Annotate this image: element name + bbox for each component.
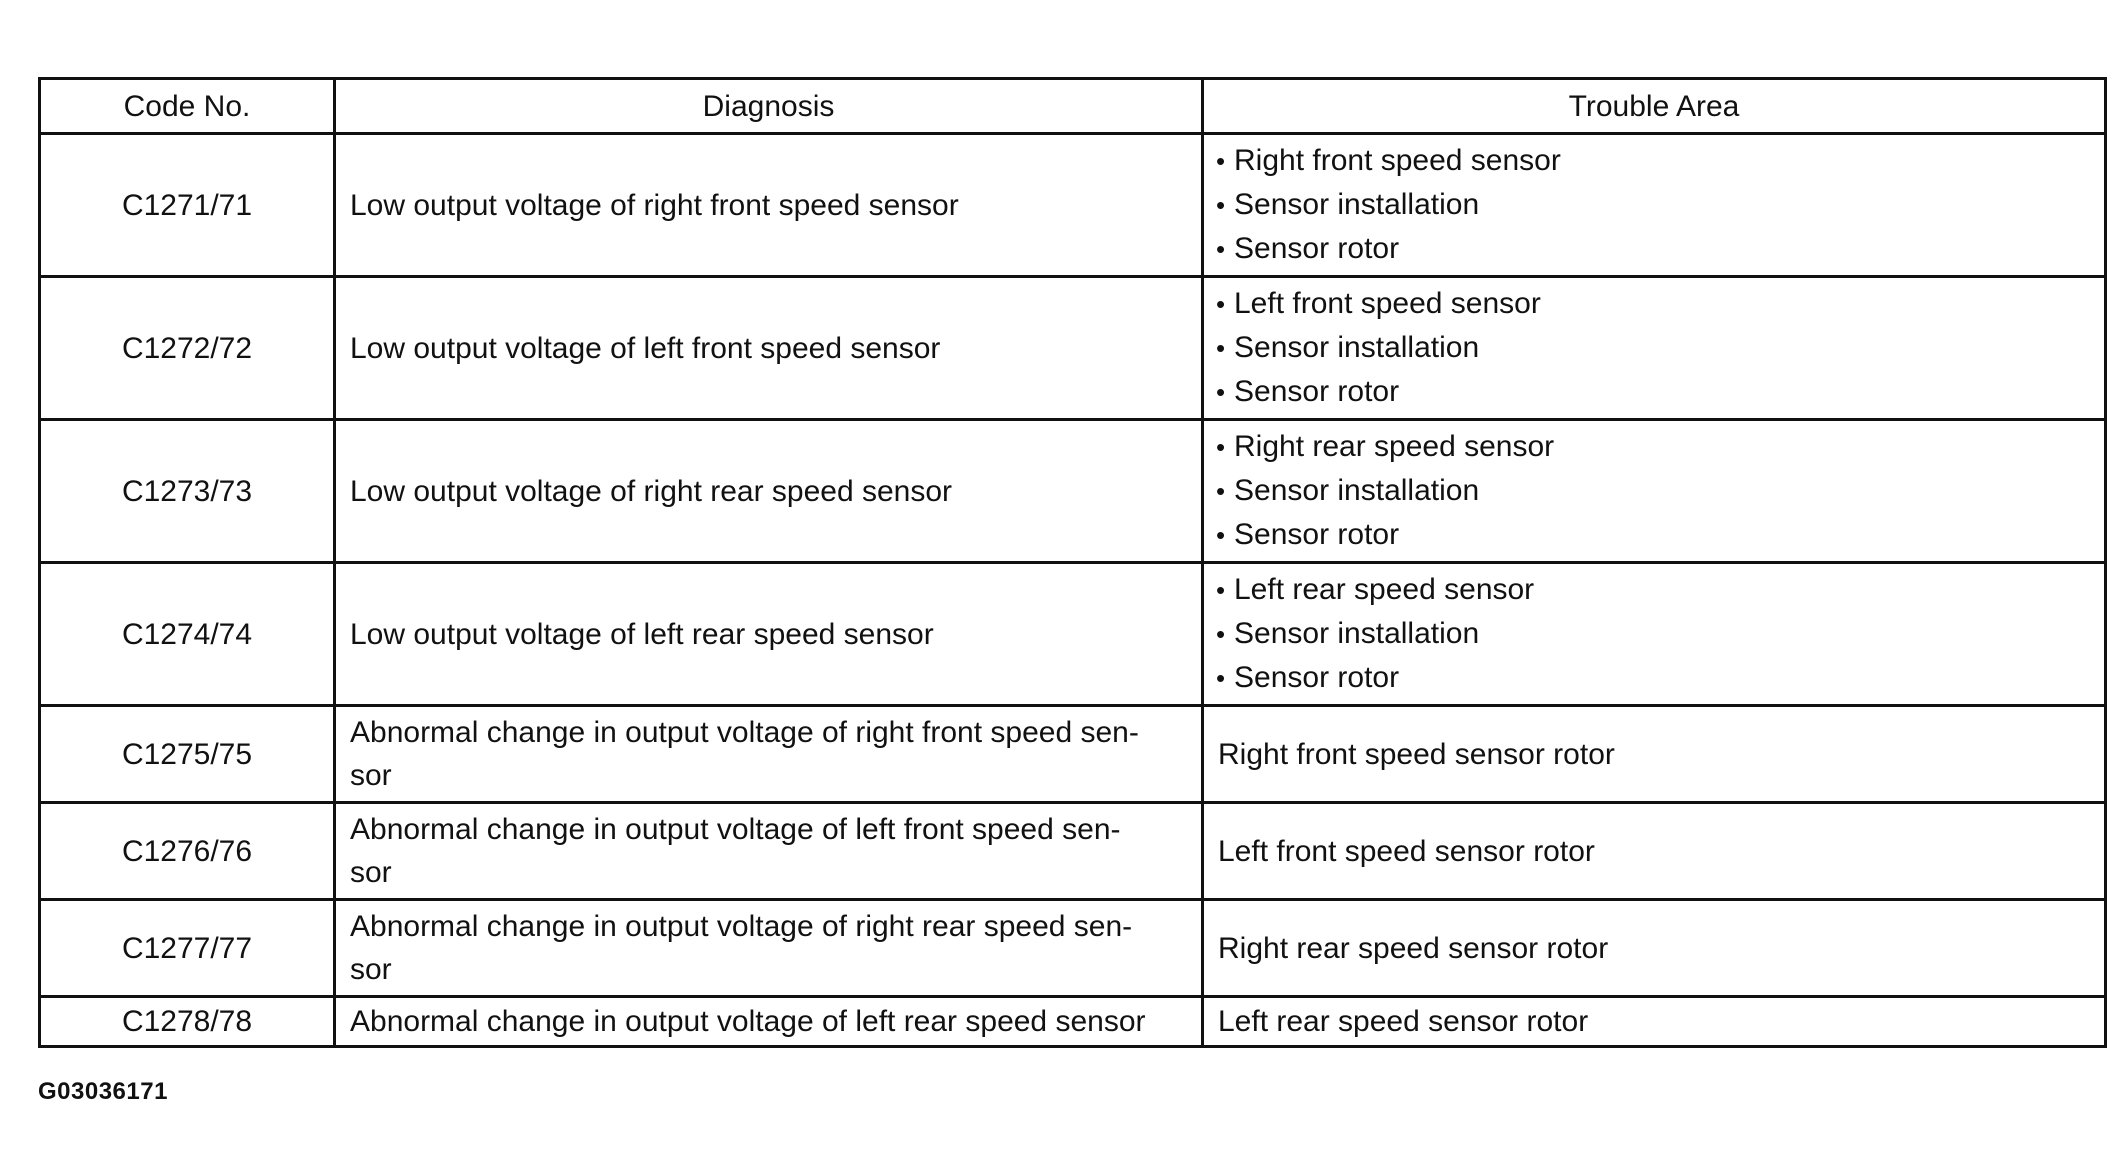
diagnosis-cell [335, 900, 1203, 997]
trouble-area-item: • Sensor installation [1218, 612, 2090, 656]
trouble-area-item: • Sensor installation [1218, 326, 2090, 370]
trouble-area-list [1218, 139, 2090, 271]
diagnosis-line: Abnormal change in output voltage of right rear speed sen- [350, 910, 1133, 943]
table-row [40, 803, 2106, 900]
diagnosis-line: Abnormal change in output voltage of left front speed sen- [350, 813, 1121, 846]
diagnosis-line: Abnormal change in output voltage of right front speed sen- [350, 716, 1139, 749]
trouble-area-item: • Sensor rotor [1218, 656, 2090, 700]
trouble-area-item: • Sensor installation [1218, 469, 2090, 513]
table-row [40, 563, 2106, 706]
header-row [40, 79, 2106, 134]
diagnosis-cell: Low output voltage of right rear speed sensor [335, 420, 1203, 563]
table-row [40, 420, 2106, 563]
code-cell: C1275/75 [40, 706, 335, 803]
trouble-area-item: • Right front speed sensor [1218, 139, 2090, 183]
table-row [40, 997, 2106, 1047]
trouble-area-list [1218, 425, 2090, 557]
trouble-area-cell: Left front speed sensor rotor [1203, 803, 2106, 900]
code-cell: C1274/74 [40, 563, 335, 706]
trouble-area-item: • Sensor rotor [1218, 370, 2090, 414]
diagnosis-line: sor [350, 856, 392, 889]
diagnosis-cell [335, 706, 1203, 803]
trouble-area-list [1218, 568, 2090, 700]
header-diagnosis: Diagnosis [335, 79, 1203, 134]
diagnosis-cell: Low output voltage of left rear speed sensor [335, 563, 1203, 706]
trouble-area-cell [1203, 134, 2106, 277]
diagnosis-line: sor [350, 953, 392, 986]
trouble-area-cell [1203, 563, 2106, 706]
trouble-area-item: • Left front speed sensor [1218, 282, 2090, 326]
trouble-area-item: • Right rear speed sensor [1218, 425, 2090, 469]
diagnosis-cell: Low output voltage of right front speed sensor [335, 134, 1203, 277]
table-row [40, 134, 2106, 277]
trouble-area-list [1218, 282, 2090, 414]
diagnosis-line: sor [350, 759, 392, 792]
code-cell: C1273/73 [40, 420, 335, 563]
trouble-area-item: • Sensor rotor [1218, 227, 2090, 271]
diagnosis-cell: Low output voltage of left front speed sensor [335, 277, 1203, 420]
figure-id: G03036171 [38, 1078, 168, 1105]
code-cell: C1277/77 [40, 900, 335, 997]
code-cell: C1272/72 [40, 277, 335, 420]
trouble-area-item: • Sensor rotor [1218, 513, 2090, 557]
table-row [40, 277, 2106, 420]
code-cell: C1271/71 [40, 134, 335, 277]
code-cell: C1276/76 [40, 803, 335, 900]
header-code: Code No. [40, 79, 335, 134]
trouble-area-cell: Right front speed sensor rotor [1203, 706, 2106, 803]
trouble-area-cell: Right rear speed sensor rotor [1203, 900, 2106, 997]
trouble-area-item: • Sensor installation [1218, 183, 2090, 227]
trouble-area-cell: Left rear speed sensor rotor [1203, 997, 2106, 1047]
diagnosis-cell: Abnormal change in output voltage of left rear speed sensor [335, 997, 1203, 1047]
code-cell: C1278/78 [40, 997, 335, 1047]
dtc-table [38, 77, 2107, 1048]
table-row [40, 900, 2106, 997]
diagnosis-cell [335, 803, 1203, 900]
trouble-area-item: • Left rear speed sensor [1218, 568, 2090, 612]
header-trouble-area: Trouble Area [1203, 79, 2106, 134]
trouble-area-cell [1203, 420, 2106, 563]
table-row [40, 706, 2106, 803]
trouble-area-cell [1203, 277, 2106, 420]
